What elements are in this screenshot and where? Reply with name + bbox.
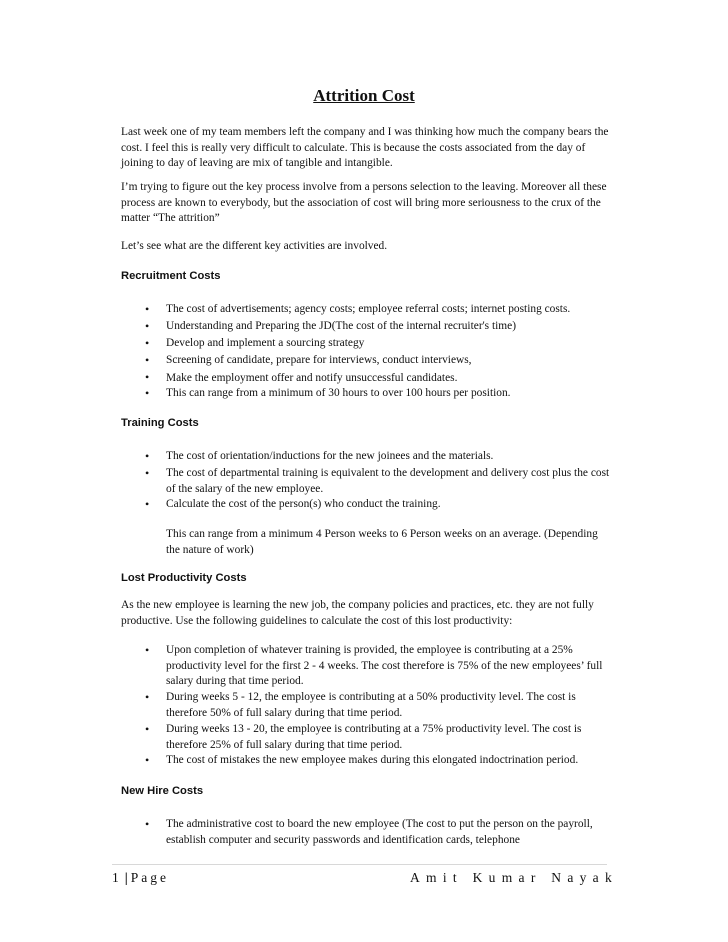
- section-heading-new-hire: New Hire Costs: [121, 785, 204, 797]
- list-item: The cost of orientation/inductions for the new joinees and the materials.: [166, 450, 494, 462]
- page-label: Page: [130, 870, 169, 885]
- bullet-icon: •: [145, 319, 150, 333]
- intro-paragraph-1: Last week one of my team members left the company and I was thinking how much the company bears the cost. I feel this is really very difficult to calculate. This is because the costs associated from the day of joining to day of leaving are mix of tangible and intangible.: [121, 126, 609, 169]
- list-item: Screening of candidate, prepare for interviews, conduct interviews,: [166, 354, 472, 366]
- intro-paragraph-2: I’m trying to figure out the key process involve from a persons selection to the leaving. Moreover all these process are known to everybody, but the association of cost will bring more seriousness to the crux of the matter “The attrition”: [121, 181, 607, 224]
- section-heading-training: Training Costs: [121, 417, 199, 429]
- list-item: During weeks 13 - 20, the employee is contributing at a 75% productivity level. The cost is therefore 25% of full salary during that time period.: [166, 723, 582, 751]
- list-item: Develop and implement a sourcing strategy: [166, 337, 365, 349]
- bullet-icon: •: [145, 466, 150, 480]
- bullet-icon: •: [145, 753, 150, 767]
- bullet-icon: •: [145, 497, 150, 511]
- footer-divider: [112, 864, 607, 865]
- list-item: The cost of departmental training is equivalent to the development and delivery cost plus the cost of the salary of the new employee.: [166, 467, 610, 495]
- bullet-icon: •: [145, 336, 150, 350]
- productivity-intro: As the new employee is learning the new job, the company policies and practices, etc. they are not fully productive. Use the following guidelines to calculate the cost of this lost productivity:: [121, 599, 594, 627]
- list-item: This can range from a minimum of 30 hours to over 100 hours per position.: [166, 387, 511, 399]
- list-item: During weeks 5 - 12, the employee is contributing at a 50% productivity level. The cost is therefore 50% of full salary during that time period.: [166, 691, 576, 719]
- section-heading-recruitment: Recruitment Costs: [121, 270, 221, 282]
- document-title: Attrition Cost: [313, 86, 415, 105]
- intro-paragraph-3: Let’s see what are the different key activities are involved.: [121, 240, 388, 252]
- list-item: The administrative cost to board the new employee (The cost to put the person on the payroll, establish computer and security passwords and identification cards, telephone: [166, 818, 593, 846]
- bullet-icon: •: [145, 449, 150, 463]
- training-note: This can range from a minimum 4 Person weeks to 6 Person weeks on an average. (Depending the nature of work): [166, 528, 598, 556]
- author-name: Amit Kumar Nayak: [410, 870, 619, 885]
- list-item: The cost of mistakes the new employee makes during this elongated indoctrination period.: [166, 754, 579, 766]
- bullet-icon: •: [145, 722, 150, 736]
- bullet-icon: •: [145, 386, 150, 400]
- bullet-icon: •: [145, 690, 150, 704]
- bullet-icon: •: [145, 643, 150, 657]
- list-item: Understanding and Preparing the JD(The cost of the internal recruiter's time): [166, 320, 516, 332]
- bullet-icon: •: [145, 353, 150, 367]
- list-item: Calculate the cost of the person(s) who conduct the training.: [166, 498, 441, 510]
- bullet-icon: •: [145, 302, 150, 316]
- page-number-separator: |: [124, 870, 128, 885]
- list-item: Upon completion of whatever training is provided, the employee is contributing at a 25% productivity level for the first 2 - 4 weeks. The cost therefore is 75% of the new employees’ full salary during that time period.: [166, 644, 603, 687]
- page-number-value: 1: [112, 870, 122, 885]
- list-item: Make the employment offer and notify unsuccessful candidates.: [166, 372, 458, 384]
- bullet-icon: •: [145, 817, 150, 831]
- bullet-icon: •: [145, 370, 150, 384]
- section-heading-productivity: Lost Productivity Costs: [121, 572, 247, 584]
- list-item: The cost of advertisements; agency costs; employee referral costs; internet posting costs.: [166, 303, 571, 315]
- page-number: [112, 870, 169, 886]
